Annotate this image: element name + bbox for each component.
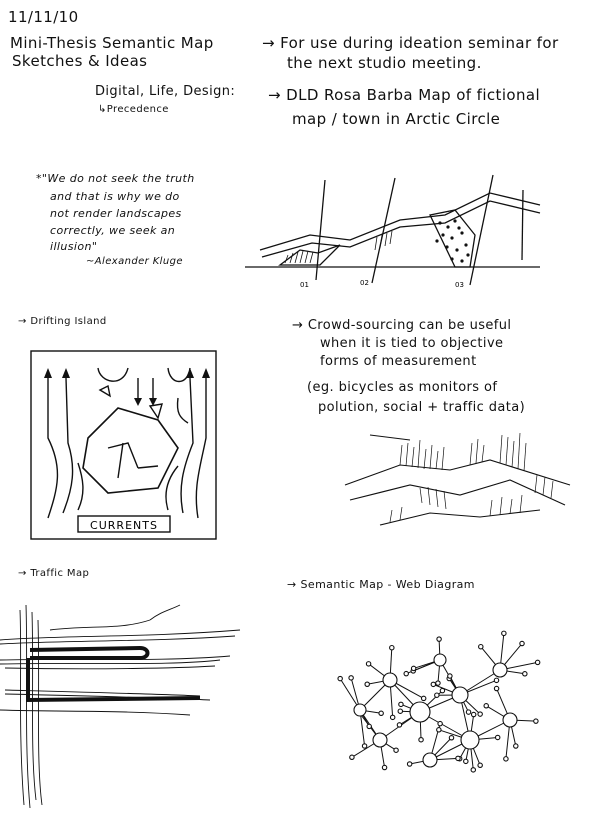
- web-leaf-node: [504, 757, 508, 761]
- web-leaf-node: [456, 756, 460, 760]
- web-leaf-node: [390, 645, 394, 649]
- web-leaf-node: [523, 672, 527, 676]
- web-leaf-node: [366, 662, 370, 666]
- traffic-map-heading: → Traffic Map: [18, 568, 90, 579]
- subject: Digital, Life, Design:: [95, 84, 236, 99]
- crowdsourcing-example-1: (eg. bicycles as monitors of: [307, 380, 498, 395]
- web-hub-node: [452, 687, 468, 703]
- web-leaf-node: [435, 693, 439, 697]
- section-label-2: 02: [360, 279, 369, 287]
- stipple-pattern: [435, 219, 469, 262]
- crowdsourcing-line-3: forms of measurement: [320, 354, 477, 369]
- web-leaf-node: [397, 723, 401, 727]
- web-leaf-node: [466, 710, 470, 714]
- web-leaf-node: [431, 682, 435, 686]
- web-leaf-node: [437, 637, 441, 641]
- web-leaf-node: [494, 678, 498, 682]
- crowdsourcing-example-2: polution, social + traffic data): [318, 400, 526, 415]
- web-leaf-node: [398, 709, 402, 713]
- semantic-web-diagram: [320, 600, 570, 815]
- web-leaf-node: [379, 711, 383, 715]
- web-leaf-node: [404, 671, 408, 675]
- web-leaf-node: [448, 674, 452, 678]
- project-line-1: → DLD Rosa Barba Map of fictional: [268, 86, 541, 104]
- quote-line-2: and that is why we do: [50, 190, 180, 203]
- crowdsourcing-line-1: → Crowd-sourcing can be useful: [292, 318, 512, 333]
- web-leaf-node: [365, 682, 369, 686]
- quote-line-3: not render landscapes: [50, 207, 182, 220]
- web-leaf-node: [350, 755, 354, 759]
- drifting-island-heading: → Drifting Island: [18, 316, 107, 327]
- web-leaf-node: [514, 744, 518, 748]
- web-hub-node: [461, 731, 479, 749]
- crowdsourcing-line-2: when it is tied to objective: [320, 336, 504, 351]
- quote-line-1: *"We do not seek the truth: [36, 172, 195, 185]
- web-leaf-node: [421, 696, 425, 700]
- title-line-1: Mini-Thesis Semantic Map: [10, 34, 214, 52]
- web-leaf-node: [349, 676, 353, 680]
- web-leaf-node: [394, 748, 398, 752]
- web-leaf-node: [390, 715, 394, 719]
- web-leaf-node: [535, 660, 539, 664]
- web-leaf-node: [438, 721, 442, 725]
- subject-sub: ↳Precedence: [98, 104, 169, 115]
- landscape-section-sketch: [240, 175, 560, 295]
- web-leaf-node: [464, 759, 468, 763]
- quote-line-5: illusion": [50, 240, 98, 253]
- date: 11/11/10: [8, 8, 79, 26]
- web-leaf-node: [534, 719, 538, 723]
- section-label-3: 03: [455, 281, 464, 289]
- project-line-2: map / town in Arctic Circle: [292, 110, 501, 128]
- web-leaf-node: [411, 666, 415, 670]
- web-hub-node: [373, 733, 387, 747]
- purpose-line-2: the next studio meeting.: [287, 54, 482, 72]
- section-label-1: 01: [300, 281, 309, 289]
- web-hub-node: [503, 713, 517, 727]
- web-leaf-node: [484, 704, 488, 708]
- web-leaf-node: [478, 712, 482, 716]
- web-leaf-node: [449, 736, 453, 740]
- web-leaf-node: [338, 676, 342, 680]
- quote-line-4: correctly, we seek an: [50, 224, 176, 237]
- web-hub-node: [423, 753, 437, 767]
- web-leaf-node: [495, 735, 499, 739]
- title-line-2: Sketches & Ideas: [12, 52, 148, 70]
- web-leaf-node: [436, 681, 440, 685]
- crowdsourcing-data-sketch: [340, 425, 580, 540]
- web-leaf-node: [471, 712, 475, 716]
- web-diagram-heading: → Semantic Map - Web Diagram: [287, 578, 475, 591]
- web-leaf-node: [479, 644, 483, 648]
- web-leaf-node: [478, 763, 482, 767]
- currents-label: CURRENTS: [90, 519, 158, 532]
- quote-author: ~Alexander Kluge: [86, 256, 183, 267]
- web-leaf-node: [471, 768, 475, 772]
- web-leaf-node: [367, 724, 371, 728]
- web-leaf-node: [440, 688, 444, 692]
- web-leaf-node: [407, 762, 411, 766]
- web-leaf-node: [419, 738, 423, 742]
- web-hub-node: [493, 663, 507, 677]
- web-hub-node: [410, 702, 430, 722]
- web-leaf-node: [399, 702, 403, 706]
- web-leaf-node: [502, 631, 506, 635]
- web-leaf-node: [520, 641, 524, 645]
- web-leaf-node: [437, 728, 441, 732]
- web-leaf-node: [362, 744, 366, 748]
- web-leaf-node: [382, 765, 386, 769]
- web-hub-node: [383, 673, 397, 687]
- web-hub-node: [354, 704, 366, 716]
- drifting-island-sketch: [28, 348, 220, 543]
- web-leaf-node: [494, 686, 498, 690]
- traffic-map-sketch: [0, 600, 240, 810]
- web-hub-node: [434, 654, 446, 666]
- purpose-line-1: → For use during ideation seminar for: [262, 34, 559, 52]
